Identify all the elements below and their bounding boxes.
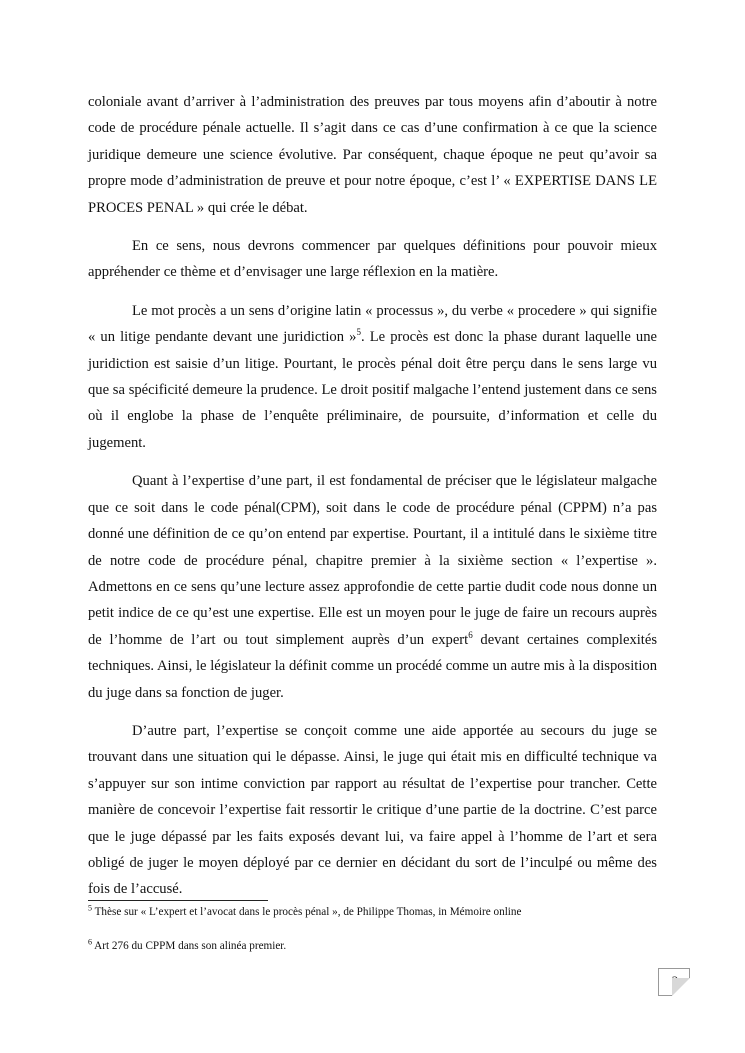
- footnote-6: [88, 938, 657, 954]
- paragraph-2-text: En ce sens, nous devrons commencer par quelques définitions pour pouvoir mieux appréhender ce thème et d’envisager une large réflexion en la matière.: [88, 238, 657, 281]
- footnote-5: [88, 904, 657, 920]
- paragraph-2: [88, 233, 657, 286]
- footnote-6-text: Art 276 du CPPM dans son alinéa premier.: [92, 940, 287, 952]
- paragraph-1: [88, 89, 657, 221]
- paragraph-3: [88, 298, 657, 456]
- page-number-box: [658, 968, 690, 996]
- paragraph-5-text: D’autre part, l’expertise se conçoit comme une aide apportée au secours du juge se trouvant dans une situation qui le dépasse. Ainsi, le juge qui était mis en difficulté technique va s’appuyer sur son intime conviction par rapport au résultat de l’expertise pour trancher. Cette manière de concevoir l’expertise fait ressortir le critique d’une partie de la doctrine. C’est parce que le juge dépassé par les faits exposés devant lui, va faire appel à l’homme de l’art et sera obligé de juger le moyen déployé par ce dernier en décidant du sort de l’inculpé ou même des fois de l’accusé.: [88, 722, 657, 898]
- page-number: 2: [671, 973, 679, 988]
- paragraph-3-text-after-ref: . Le procès est donc la phase durant laquelle une juridiction est saisie d’un litige. Pourtant, le procès pénal doit être perçu dans le sens large vu que sa spécificité demeure la prudence. Le droit positif malgache l’entend justement dans ce sens où il englobe la phase de l’enquête préliminaire, de poursuite, d’information et celle du jugement.: [88, 329, 657, 451]
- paragraph-5: [88, 718, 657, 903]
- footnote-separator: [88, 900, 268, 901]
- paragraph-4-text-after-ref: devant certaines complexités techniques. Ainsi, le législateur la définit comme un procédé comme un autre mis à la disposition du juge dans sa fonction de juger.: [88, 631, 658, 701]
- footnote-5-text: Thèse sur « L’expert et l’avocat dans le procès pénal », de Philippe Thomas, in Mémoire online: [92, 906, 522, 918]
- body-text: [88, 89, 657, 903]
- paragraph-3-text-before-ref: Le mot procès a un sens d’origine latin « processus », du verbe « procedere » qui signifie « un litige pendante devant une juridiction »: [88, 302, 657, 346]
- paragraph-4-text-before-ref: Quant à l’expertise d’une part, il est fondamental de préciser que le législateur malgache que ce soit dans le code pénal(CPM), soit dans le code de procédure pénal (CPPM) n’a pas donné une définition de ce qu’on entend par expertise. Pourtant, il a intitulé dans le sixième titre de notre code de procédure pénal, chapitre premier à la sixième section « l’expertise ». Admettons en ce sens qu’une lecture assez approfondie de cette partie dudit code nous donne un petit indice de ce qu’est une expertise. Elle est un moyen pour le juge de faire un recours auprès de l’homme de l’art ou tout simplement auprès d’un expert: [88, 473, 657, 648]
- footnotes: [88, 904, 657, 954]
- paragraph-4: [88, 468, 657, 706]
- footnote-5-number: 5: [88, 903, 92, 913]
- paragraph-1-text: coloniale avant d’arriver à l’administration des preuves par tous moyens afin d’aboutir à notre code de procédure pénale actuelle. Il s’agit dans ce cas d’une confirmation à ce que la science juridique demeure une science évolutive. Par conséquent, chaque époque ne peut qu’avoir sa propre mode d’administration de preuve et pour notre époque, c’est l’ « EXPERTISE DANS LE PROCES PENAL » qui crée le débat.: [88, 94, 657, 216]
- footnote-ref-6[interactable]: 6: [468, 629, 473, 640]
- footnote-6-number: 6: [88, 937, 92, 947]
- footnote-ref-5[interactable]: 5: [356, 327, 361, 338]
